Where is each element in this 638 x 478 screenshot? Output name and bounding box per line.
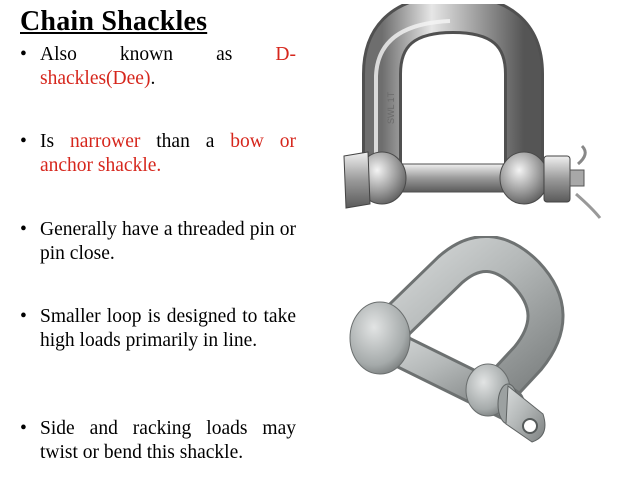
bullet-text-part: Generally have a threaded pin or pin close. (40, 219, 296, 264)
bullet-item (20, 130, 296, 178)
bullet-marker: • (20, 131, 27, 152)
bullet-text (40, 130, 296, 178)
bullet-text-part: Is (40, 131, 70, 152)
bullet-marker: • (20, 306, 27, 327)
highlight-text: bow or anchor shackle. (40, 131, 297, 176)
bullet-item (20, 417, 296, 465)
galvanized-dee-shackle-image (338, 236, 606, 462)
bullet-text (40, 43, 296, 91)
bullet-text (40, 218, 296, 266)
bullet-text (40, 305, 296, 353)
bullet-text-part: Side and racking loads may twist or bend this shackle. (40, 418, 296, 463)
bullet-item (20, 305, 296, 353)
bullet-text-part: . (150, 68, 156, 89)
bullet-marker: • (20, 219, 27, 240)
bullet-text-part: Smaller loop is designed to take high loads primarily in line. (40, 306, 296, 351)
bullet-item (20, 218, 296, 266)
slide-title: Chain Shackles (20, 6, 208, 37)
bolt-dee-shackle-image (338, 4, 606, 236)
bullet-marker: • (20, 44, 27, 65)
bullet-text-part: Also known as (40, 44, 276, 65)
bullet-text (40, 417, 296, 465)
bullet-marker: • (20, 418, 27, 439)
engraving-text: SWL 1T (386, 91, 396, 124)
highlight-text: narrower (69, 131, 141, 152)
highlight-text: D-shackles(Dee) (40, 44, 296, 89)
bullet-item (20, 43, 296, 91)
bullet-text-part: than a (140, 131, 231, 152)
